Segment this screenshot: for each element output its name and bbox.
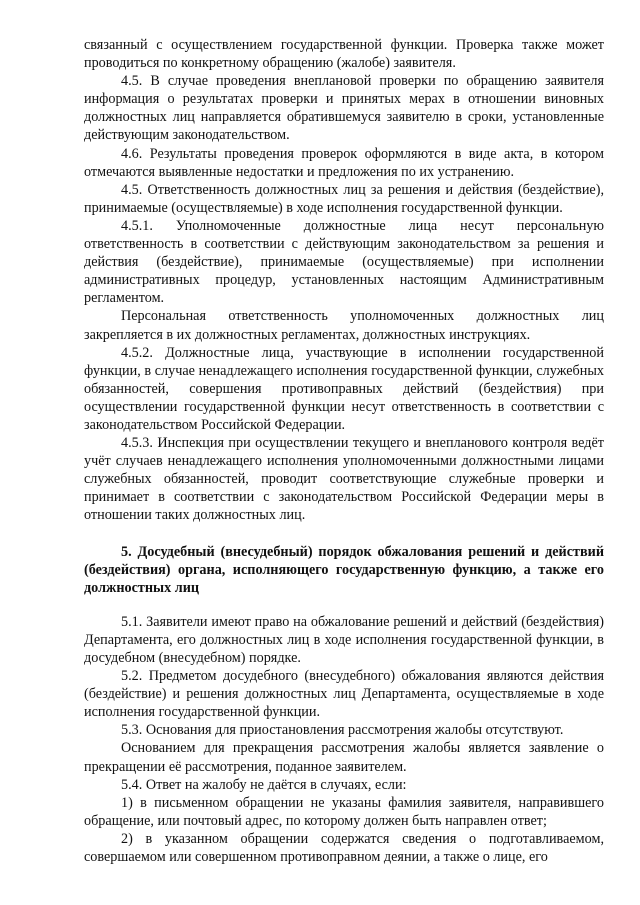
paragraph-4-5-2: 4.5.2. Должностные лица, участвующие в исполнении государственной функции, в случае ненадлежащего исполнения государственной функции, служебных обязанностей, совершения противоправных действий (бездействия) при осуществлении государственной функции несут ответственность в соответствии с законодательством Российской Федерации. [84, 344, 604, 433]
paragraph-4-5-1: 4.5.1. Уполномоченные должностные лица несут персональную ответственность в соответствии с действующим законодательством за решения и действия (бездействие), принимаемые (осуществляемые) при исполнении административных процедур, установленных настоящим Административным регламентом. [84, 217, 604, 307]
paragraph-termination: Основанием для прекращения рассмотрения жалобы является заявление о прекращении её рассмотрения, поданное заявителем. [84, 740, 604, 775]
paragraph-5-2: 5.2. Предметом досудебного (внесудебного) обжалования являются действия (бездействие) и решения должностных лиц Департамента, осуществляемые в ходе исполнения государственной функции. [84, 668, 604, 721]
document-page [84, 36, 604, 866]
paragraph-4-5-responsibility: 4.5. Ответственность должностных лиц за решения и действия (бездействие), принимаемые (осуществляемые) в ходе исполнения государственной функции. [84, 181, 604, 216]
list-item-1: 1) в письменном обращении не указаны фамилия заявителя, направившего обращение, или почтовый адрес, по которому должен быть направлен ответ; [84, 794, 604, 829]
paragraph-5-4: 5.4. Ответ на жалобу не даётся в случаях, если: [121, 776, 407, 793]
section-heading: 5. Досудебный (внесудебный) порядок обжалования решений и действий (бездействия) органа, исполняющего государственную функцию, а также его должностных лиц [84, 543, 604, 596]
paragraph-4-6: 4.6. Результаты проведения проверок оформляются в виде акта, в котором отмечаются выявленные недостатки и предложения по их устранению. [84, 145, 604, 180]
paragraph-4-5-3: 4.5.3. Инспекция при осуществлении текущего и внепланового контроля ведёт учёт случаев ненадлежащего исполнения уполномоченными должностными лицами служебных обязанностей, проводит соответствующие служебные проверки и принимает в соответствии с законодательством Российской Федерации меры в отношении таких должностных лиц. [84, 435, 604, 524]
paragraph-5-1: 5.1. Заявители имеют право на обжалование решений и действий (бездействия) Департамента, его должностных лиц в ходе исполнения государственной функции, в досудебном (внесудебном) порядке. [84, 613, 604, 666]
paragraph-5-3: 5.3. Основания для приостановления рассмотрения жалобы отсутствуют. [121, 722, 564, 739]
paragraph-personal-responsibility: Персональная ответственность уполномоченных должностных лиц закрепляется в их должностных регламентах, должностных инструкциях. [84, 308, 604, 343]
paragraph-continuation: связанный с осуществлением государственной функции. Проверка также может проводиться по конкретному обращению (жалобе) заявителя. [84, 37, 604, 72]
list-item-2: 2) в указанном обращении содержатся сведения о подготавливаемом, совершаемом или совершенном противоправном деянии, а также о лице, его [84, 830, 604, 866]
paragraph-4-5-unplanned: 4.5. В случае проведения внеплановой проверки по обращению заявителя информация о результатах проверки и принятых мерах в отношении виновных должностных лиц направляется обратившемуся заявителю в сроки, установленные действующим законодательством. [84, 73, 604, 144]
